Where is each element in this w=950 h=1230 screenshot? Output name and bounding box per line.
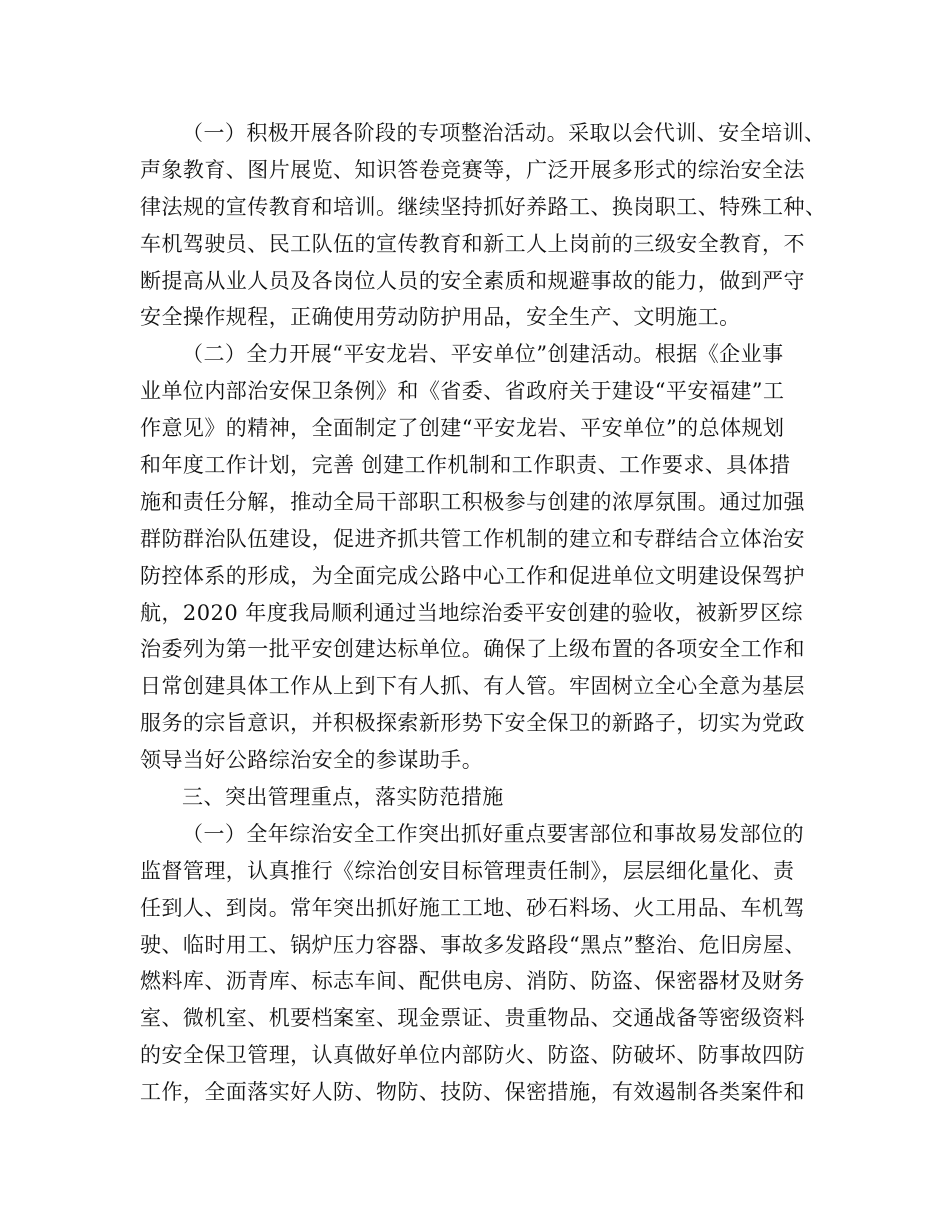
text-line: （二）全力开展“平安龙岩、平安单位”创建活动。根据《企业事 <box>182 342 784 367</box>
text-line: 施和责任分解，推动全局干部职工积极参与创建的浓厚氛围。通过加强 <box>140 489 805 514</box>
text-line: 服务的宗旨意识，并积极探索新形势下安全保卫的新路子，切实为党政 <box>140 711 805 736</box>
text-line: 燃料库、沥青库、标志车间、配供电房、消防、防盗、保密器材及财务 <box>140 969 805 994</box>
text-line: 律法规的宣传教育和培训。继续坚持抓好养路工、换岗职工、特殊工种、 <box>140 194 827 219</box>
text-line: 的安全保卫管理，认真做好单位内部防火、防盗、防破坏、防事故四防 <box>140 1043 805 1068</box>
text-line: 监督管理，认真推行《综治创安目标管理责任制》，层层细化量化、责 <box>140 858 795 883</box>
text-line: 日常创建具体工作从上到下有人抓、有人管。牢固树立全心全意为基层 <box>140 674 805 699</box>
text-line: 航，2020 年度我局顺利通过当地综治委平安创建的验收，被新罗区综 <box>140 600 803 625</box>
text-line: 工作，全面落实好人防、物防、技防、保密措施，有效遏制各类案件和 <box>140 1080 805 1105</box>
text-line: 断提高从业人员及各岗位人员的安全素质和规避事故的能力，做到严守 <box>140 268 805 293</box>
text-line: 业单位内部治安保卫条例》和《省委、省政府关于建设“平安福建”工 <box>140 379 785 404</box>
text-line: 声象教育、图片展览、知识答卷竞赛等，广泛开展多形式的综治安全法 <box>140 157 805 182</box>
text-line: 任到人、到岗。常年突出抓好施工工地、砂石料场、火工用品、车机驾 <box>140 895 805 920</box>
text-line: 治委列为第一批平安创建达标单位。确保了上级布置的各项安全工作和 <box>140 637 805 662</box>
body-text <box>140 115 830 1111</box>
text-line: 安全操作规程，正确使用劳动防护用品，安全生产、文明施工。 <box>140 305 741 330</box>
text-line: 车机驾驶员、民工队伍的宣传教育和新工人上岗前的三级安全教育，不 <box>140 231 805 256</box>
text-line: 领导当好公路综治安全的参谋助手。 <box>140 748 484 773</box>
text-line: 室、微机室、机要档案室、现金票证、贵重物品、交通战备等密级资料 <box>140 1006 805 1031</box>
text-line: 群防群治队伍建设，促进齐抓共管工作机制的建立和专群结合立体治安 <box>140 526 805 551</box>
text-line: （一）全年综治安全工作突出抓好重点要害部位和事故易发部位的 <box>182 821 805 846</box>
text-line: （一）积极开展各阶段的专项整治活动。采取以会代训、安全培训、 <box>182 121 826 145</box>
text-line: 防控体系的形成，为全面完成公路中心工作和促进单位文明建设保驾护 <box>140 563 805 588</box>
text-line: 驶、临时用工、锅炉压力容器、事故多发路段“黑点”整治、危旧房屋、 <box>140 932 806 957</box>
text-line: 和年度工作计划，完善 创建工作机制和工作职责、工作要求、具体措 <box>140 453 791 478</box>
section-heading: 三、突出管理重点，落实防范措施 <box>182 785 504 810</box>
text-line: 作意见》的精神，全面制定了创建“平安龙岩、平安单位”的总体规划 <box>140 416 785 441</box>
